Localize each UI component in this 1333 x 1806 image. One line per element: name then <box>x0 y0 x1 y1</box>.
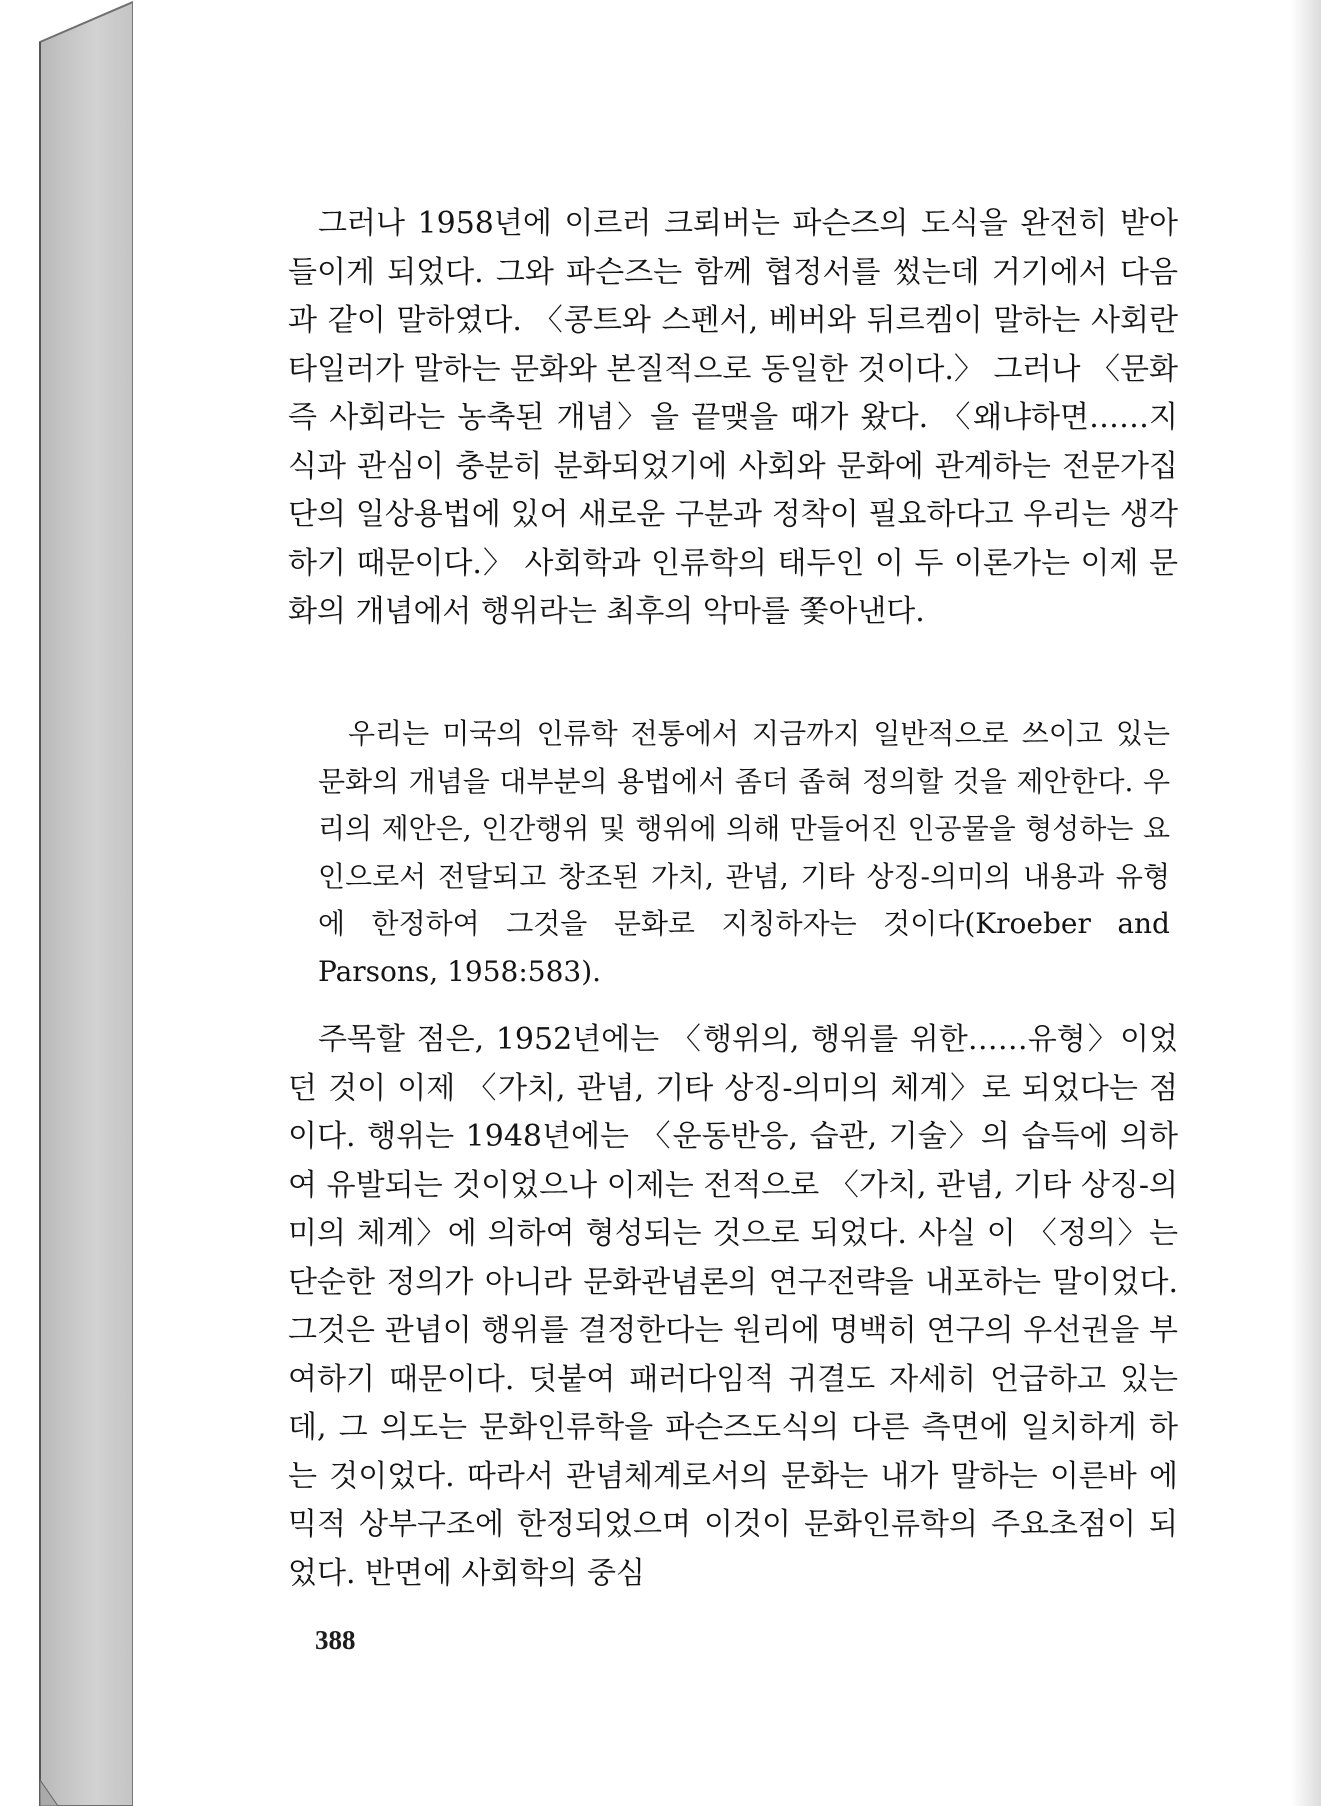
quote-text: 우리는 미국의 인류학 전통에서 지금까지 일반적으로 쓰이고 있는 문화의 개념을 대부분의 용법에서 좀더 좁혀 정의할 것을 제안한다. 우리의 제안은, 인간행위 및 행위에 의해 만들어진 인공물을 형성하는 요인으로서 전달되고 창조된 가치, 관념, 기타 상징-의미의 내용과 유형에 한정하여 그것을 문화로 지칭하자는 것이다(Kroeber and Parsons, 1958:583). <box>318 717 1170 988</box>
block-quote <box>318 710 1170 996</box>
paragraph-text: 그러나 1958년에 이르러 크뢰버는 파슨즈의 도식을 완전히 받아들이게 되었다. 그와 파슨즈는 함께 협정서를 썼는데 거기에서 다음과 같이 말하였다. 〈콩트와 스펜서, 베버와 뒤르켐이 말하는 사회란 타일러가 말하는 문화와 본질적으로 동일한 것이다.〉 그러나 〈문화 즉 사회라는 농축된 개념〉을 끝맺을 때가 왔다. 〈왜냐하면……지식과 관심이 충분히 분화되었기에 사회와 문화에 관계하는 전문가집단의 일상용법에 있어 새로운 구분과 정착이 필요하다고 우리는 생각하기 때문이다.〉 사회학과 인류학의 태두인 이 두 이론가는 이제 문화의 개념에서 행위라는 최후의 악마를 쫓아낸다. <box>288 206 1178 629</box>
page-edge-shadow <box>1291 0 1321 1806</box>
paragraph-text: 주목할 점은, 1952년에는 〈행위의, 행위를 위한……유형〉이었던 것이 이제 〈가치, 관념, 기타 상징-의미의 체계〉로 되었다는 점이다. 행위는 1948년에는 〈운동반응, 습관, 기술〉의 습득에 의하여 유발되는 것이었으나 이제는 전적으로 〈가치, 관념, 기타 상징-의미의 체계〉에 의하여 형성되는 것으로 되었다. 사실 이 〈정의〉는 단순한 정의가 아니라 문화관념론의 연구전략을 내포하는 말이었다. 그것은 관념이 행위를 결정한다는 원리에 명백히 연구의 우선권을 부여하기 때문이다. 덧붙여 패러다임적 귀결도 자세히 언급하고 있는데, 그 의도는 문화인류학을 파슨즈도식의 다른 측면에 일치하게 하는 것이었다. 따라서 관념체계로서의 문화는 내가 말하는 이른바 에믹적 상부구조에 한정되었으며 이것이 문화인류학의 주요초점이 되었다. 반면에 사회학의 중심 <box>288 1022 1178 1591</box>
book-spine-graphic <box>0 0 140 1806</box>
page-number: 388 <box>315 1625 356 1655</box>
body-paragraph-1 <box>288 200 1178 637</box>
body-paragraph-2 <box>288 1016 1178 1598</box>
book-spine <box>0 0 140 1806</box>
